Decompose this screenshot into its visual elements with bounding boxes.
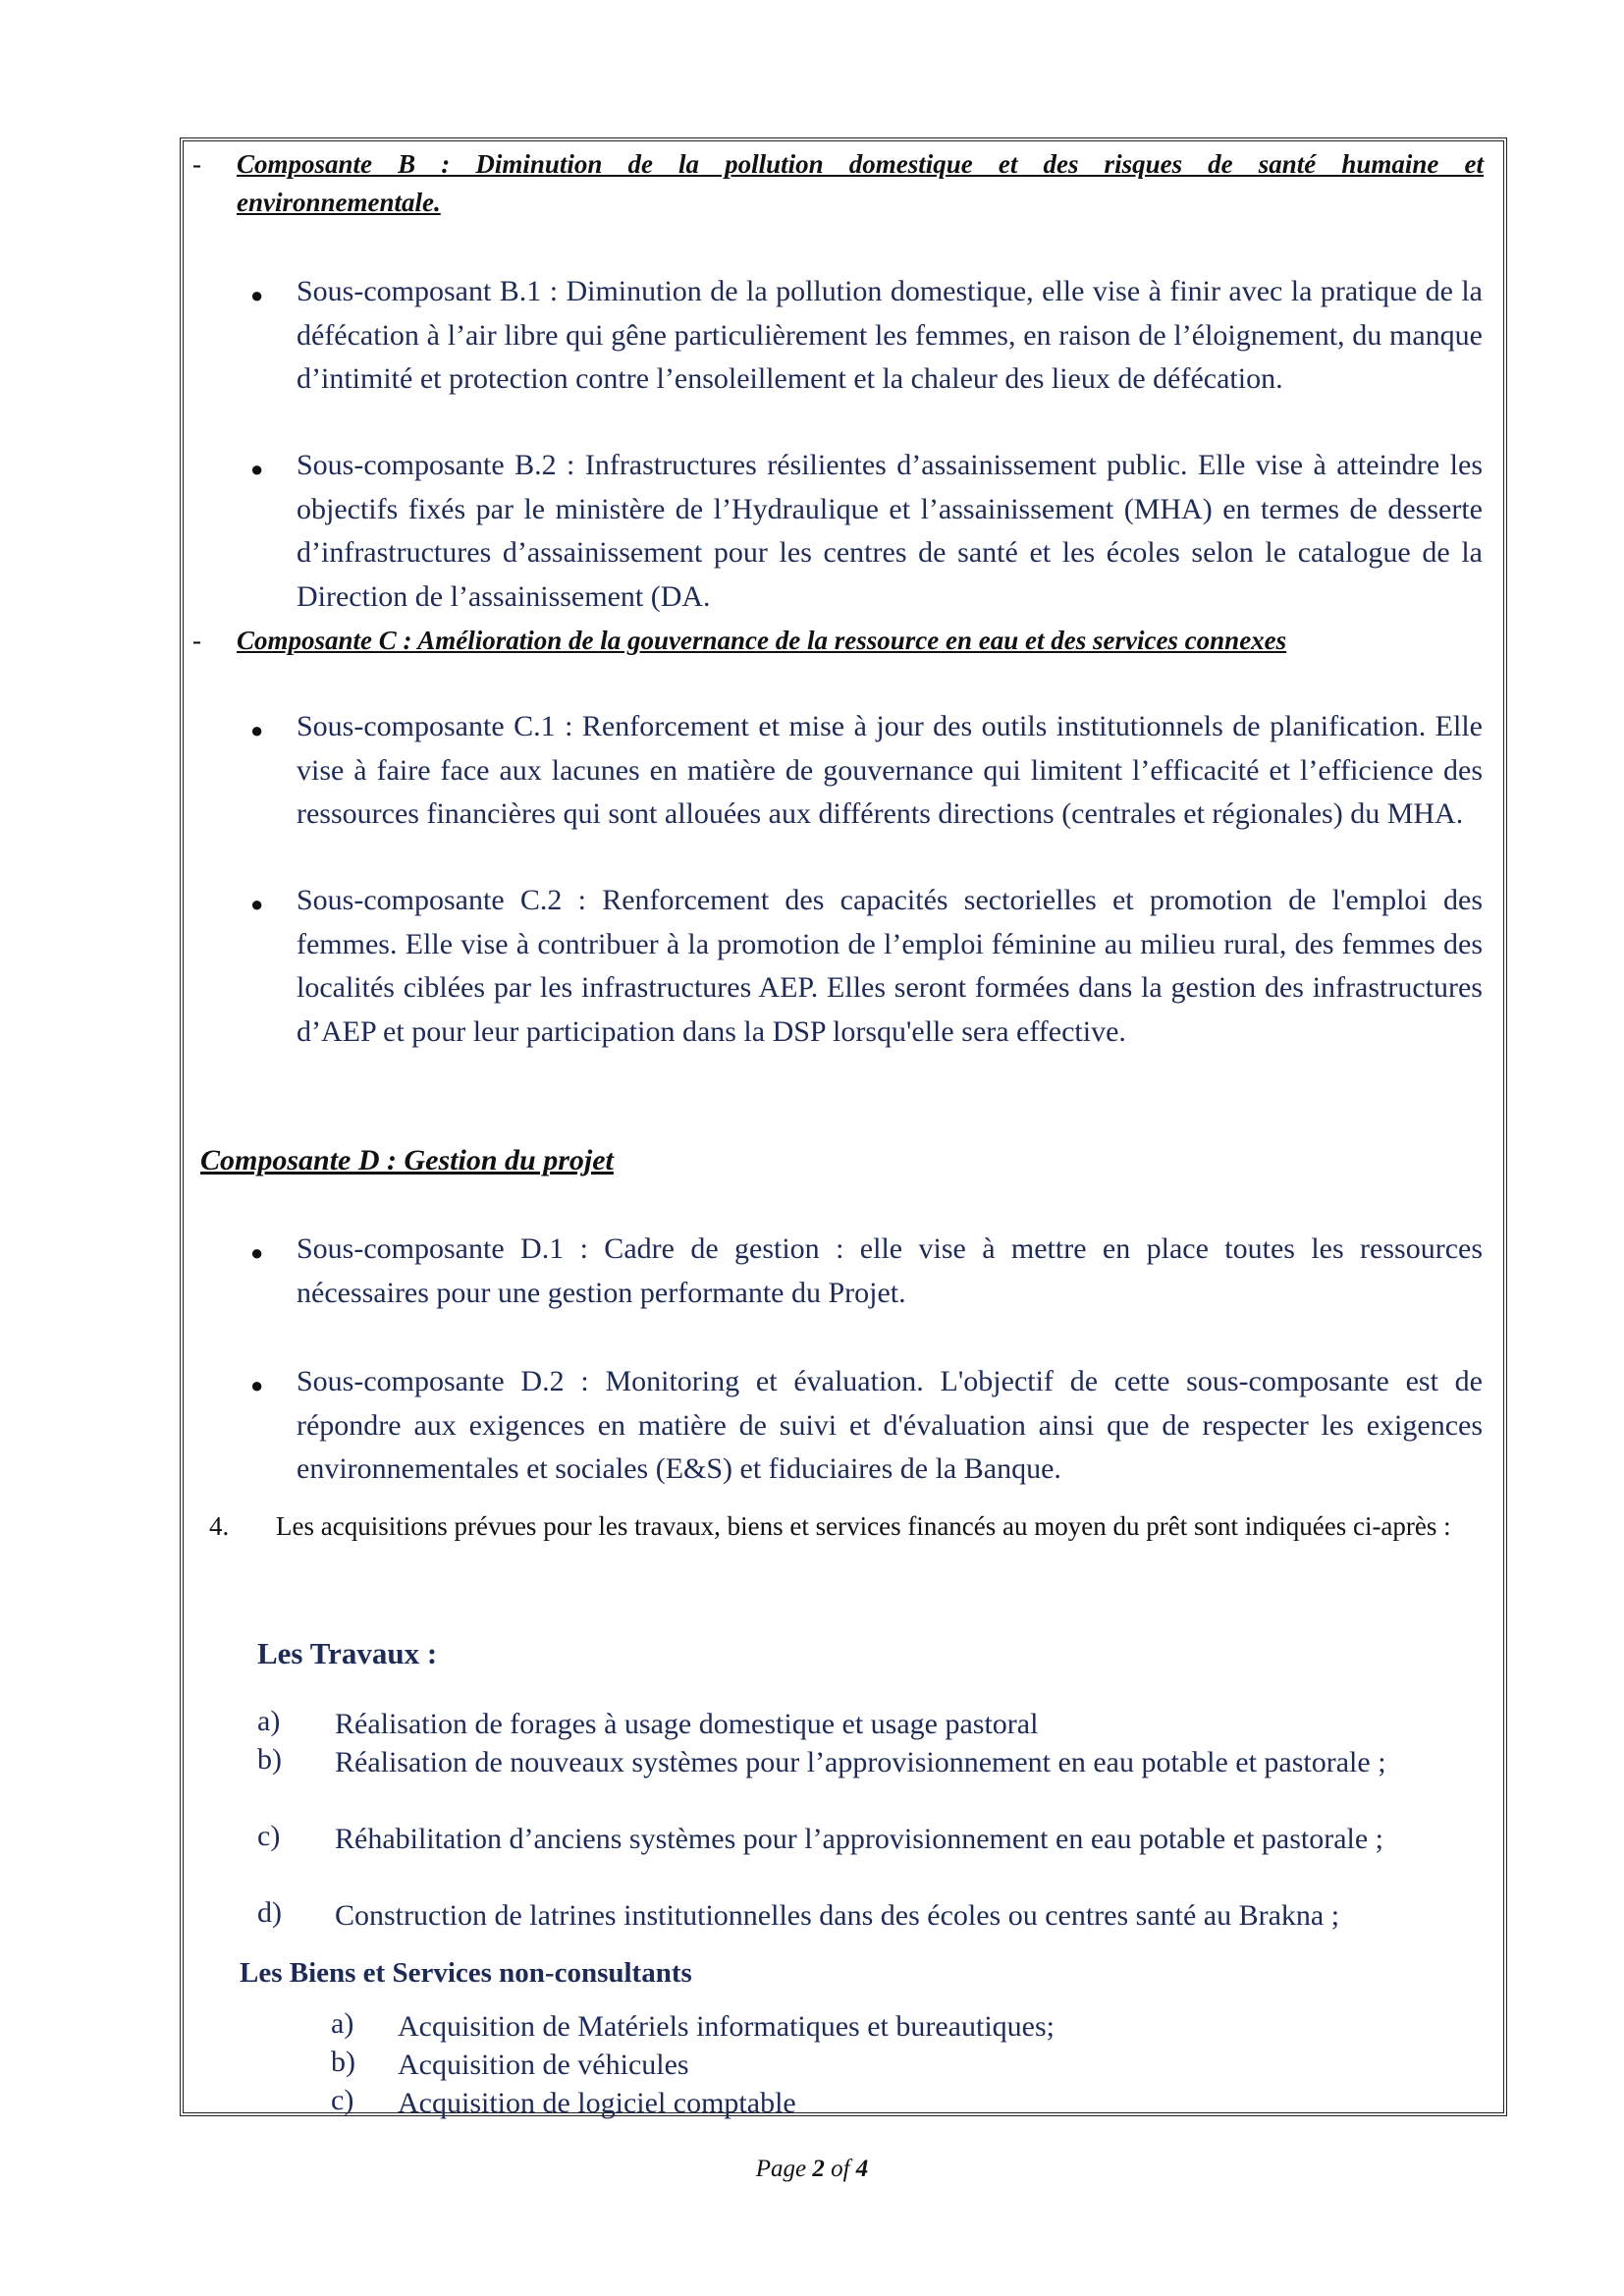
list-label: c) [257, 1820, 281, 1852]
bullet-icon: ● [250, 1373, 264, 1397]
item-4-text: Les acquisitions prévues pour les travaux, biens et services financés au moyen du prêt sont indiquées ci-après : [276, 1511, 1451, 1541]
biens-title: Les Biens et Services non-consultants [240, 1957, 692, 1989]
list-label: b) [257, 1743, 282, 1776]
sous-composante-c2: Sous-composante C.2 : Renforcement des capacités sectorielles et promotion de l'emploi des femmes. Elle vise à contribuer à la promotion de l’emploi féminine au milieu rural, des femmes des localités ciblées par les infrastructures AEP. Elles seront formées dans la gestion des infrastructures d’AEP et pour leur participation dans la DSP lorsqu'elle sera effective. [297, 884, 1483, 1048]
sous-composante-d1: Sous-composante D.1 : Cadre de gestion : elle vise à mettre en place toutes les ressources nécessaires pour une gestion performante du Projet. [297, 1232, 1483, 1309]
travaux-item-b: Réalisation de nouveaux systèmes pour l’approvisionnement en eau potable et pastorale ; [335, 1746, 1386, 1778]
composante-c-title: Composante C : Amélioration de la gouvernance de la ressource en eau et des services connexes [237, 626, 1287, 655]
list-label: b) [331, 2046, 355, 2078]
list-label: a) [257, 1705, 281, 1737]
dash-marker: - [192, 626, 201, 655]
travaux-item-d: Construction de latrines institutionnelles dans des écoles ou centres santé au Brakna ; [335, 1899, 1340, 1932]
travaux-item-c: Réhabilitation d’anciens systèmes pour l’approvisionnement en eau potable et pastorale ; [335, 1823, 1384, 1855]
list-label: c) [331, 2084, 354, 2116]
sous-composante-c1: Sous-composante C.1 : Renforcement et mise à jour des outils institutionnels de planification. Elle vise à faire face aux lacunes en matière de gouvernance qui limitent l’efficacité et l’efficience des ressources financières qui sont allouées aux différents directions (centrales et régionales) du MHA. [297, 710, 1483, 830]
travaux-item-a: Réalisation de forages à usage domestique et usage pastoral [335, 1708, 1039, 1740]
sous-composante-b2: Sous-composante B.2 : Infrastructures résilientes d’assainissement public. Elle vise à atteindre les objectifs fixés par le ministère de l’Hydraulique et l’assainissement (MHA) en termes de desserte d’infrastructures d’assainissement pour les centres de santé et les écoles selon le catalogue de la Direction de l’assainissement (DA. [297, 449, 1483, 613]
sous-composante-d2: Sous-composante D.2 : Monitoring et évaluation. L'objectif de cette sous-composante est de répondre aux exigences en matière de suivi et d'évaluation ainsi que de respecter les exigences environnementales et sociales (E&S) et fiduciaires de la Banque. [297, 1365, 1483, 1485]
of-word: of [831, 2156, 850, 2182]
list-label: d) [257, 1896, 282, 1929]
biens-item-c: Acquisition de logiciel comptable [398, 2087, 796, 2119]
composante-b-title-line1: Composante B : Diminution de la pollution domestique et des risques de santé humaine et [237, 149, 1484, 179]
page-number: 2 [812, 2156, 825, 2182]
composante-d-title: Composante D : Gestion du projet [200, 1144, 614, 1176]
page-total: 4 [855, 2156, 869, 2182]
composante-b-title-line2: environnementale. [237, 188, 441, 217]
list-label: a) [331, 2007, 354, 2040]
bullet-icon: ● [250, 1240, 264, 1265]
bullet-icon: ● [250, 892, 264, 916]
bullet-icon: ● [250, 718, 264, 742]
biens-item-a: Acquisition de Matériels informatiques et bureautiques; [398, 2010, 1055, 2043]
item-number: 4. [209, 1511, 230, 1541]
page-word: Page [755, 2156, 807, 2182]
dash-marker: - [192, 149, 201, 179]
biens-item-b: Acquisition de véhicules [398, 2049, 689, 2081]
page-footer [0, 2156, 1624, 2183]
sous-composante-b1: Sous-composant B.1 : Diminution de la pollution domestique, elle vise à finir avec la pratique de la défécation à l’air libre qui gêne particulièrement les femmes, en raison de l’éloignement, du manque d’intimité et protection contre l’ensoleillement et la chaleur des lieux de défécation. [297, 275, 1483, 395]
bullet-icon: ● [250, 457, 264, 481]
travaux-title: Les Travaux : [257, 1636, 438, 1670]
bullet-icon: ● [250, 283, 264, 307]
